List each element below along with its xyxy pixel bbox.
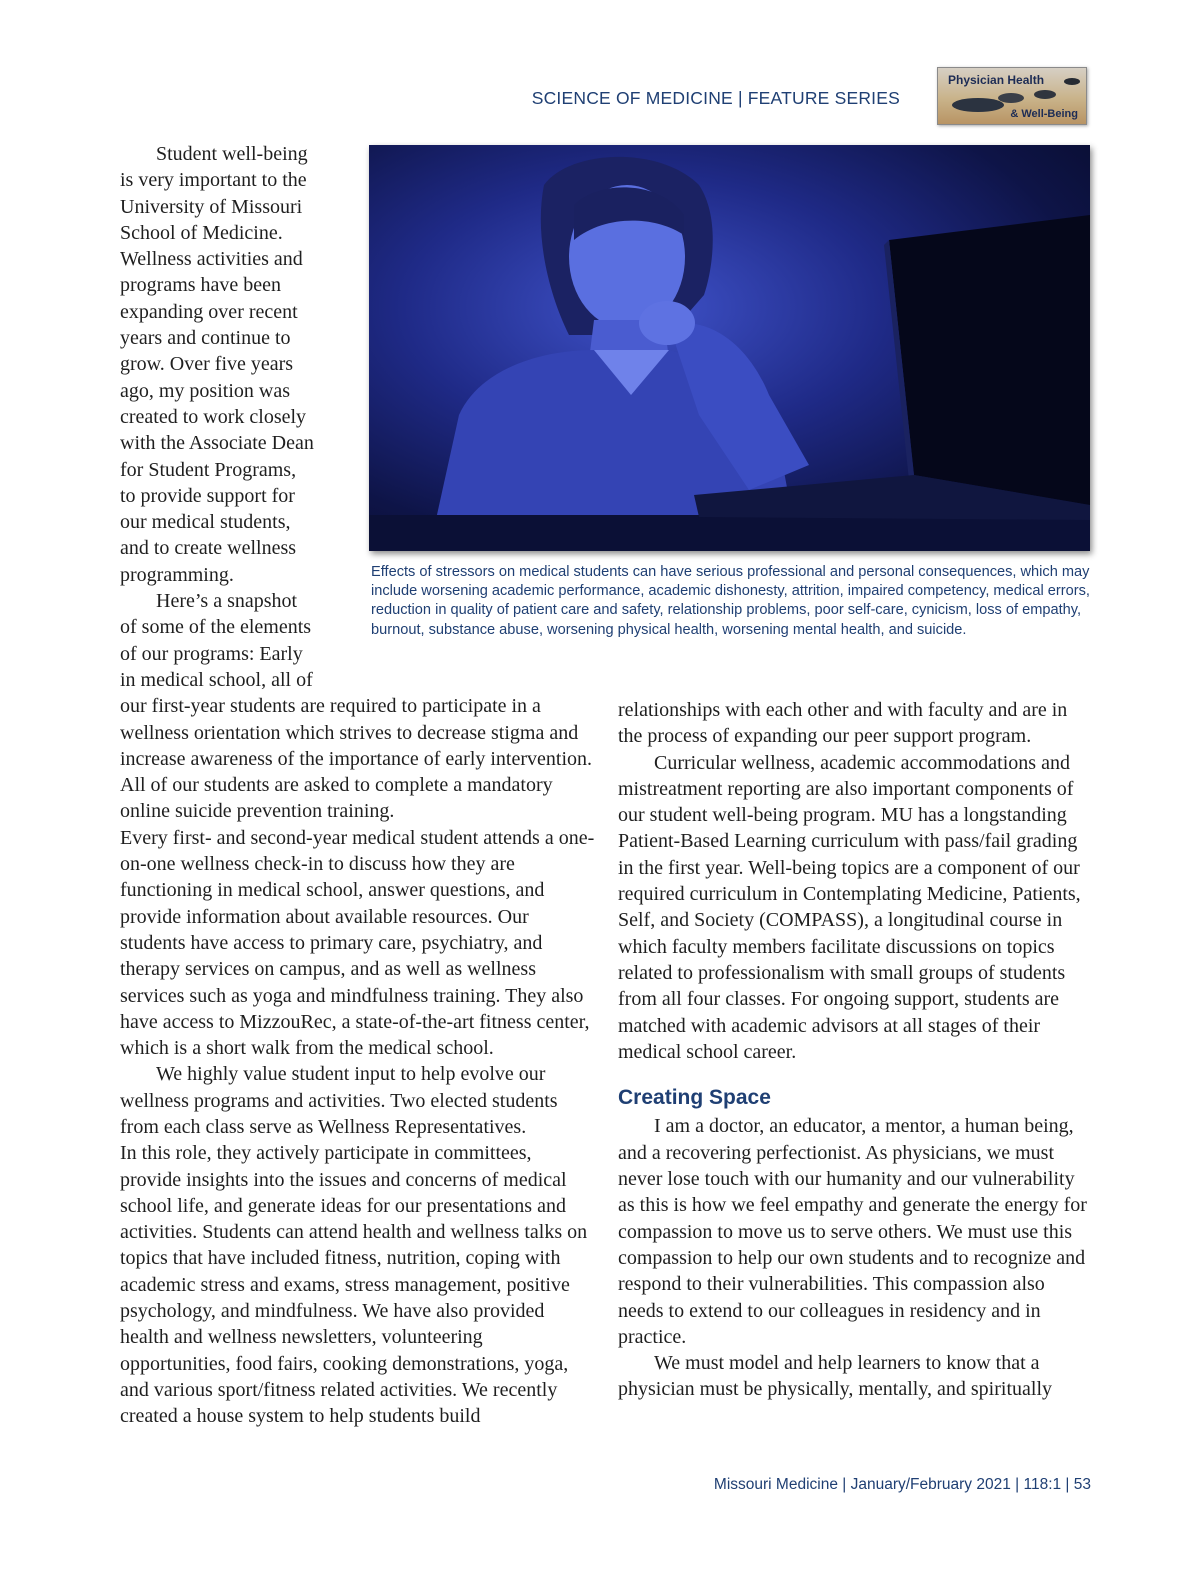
left-column	[120, 141, 595, 1430]
orientation-paragraph: our first-year students are required to participate in a wellness orientation which strives to decrease stigma and increase awareness of the importance of early intervention. All of our students are asked to complete a mandatory online suicide prevention training.	[120, 695, 593, 823]
stone-icon	[1034, 90, 1056, 99]
intro-line: ago, my position was	[120, 379, 290, 402]
intro-line: and to create wellness	[120, 537, 297, 560]
intro-line: grow. Over five years	[120, 353, 294, 376]
intro-line: programming.	[120, 563, 234, 586]
creating-space-paragraph: I am a doctor, an educator, a mentor, a human being, and a recovering perfectionist. As physicians, we must never lose touch with our humanity and our vulnerability as this is how we feel empathy and generate the energy for compassion to move us to serve others. We must use this compassion to help our own students and to recognize and respond to their vulnerabilities. This compassion also needs to extend to our colleagues in residency and in practice.	[618, 1115, 1087, 1348]
relationships-paragraph: relationships with each other and with faculty and are in the process of expanding our peer support program.	[618, 699, 1068, 748]
series-header: SCIENCE OF MEDICINE | FEATURE SERIES	[531, 88, 900, 108]
student-input-paragraph: We highly value student input to help evolve our wellness programs and activities. Two elected students from each class serve as Wellness Representatives.	[120, 1063, 558, 1138]
intro-line: created to work closely	[120, 405, 307, 428]
intro-line: School of Medicine.	[120, 221, 283, 244]
snapshot-line: Here’s a snapshot	[156, 590, 298, 613]
intro-line: is very important to the	[120, 169, 307, 192]
stone-icon	[1064, 78, 1080, 85]
intro-line: our medical students,	[120, 511, 291, 534]
model-paragraph: We must model and help learners to know that a physician must be physically, mentally, and spiritually	[618, 1352, 1052, 1401]
intro-line: for Student Programs,	[120, 458, 297, 481]
intro-line: programs have been	[120, 274, 282, 297]
intro-line: years and continue to	[120, 327, 291, 350]
representatives-paragraph: In this role, they actively participate in committees, provide insights into the issues and concerns of medical school life, and generate ideas for our presentations and activities. Students can attend health and wellness talks on topics that have included fitness, nutrition, coping with academic stress and exams, stress management, positive psychology, and mindfulness. We have also provided health and wellness newsletters, volunteering opportunities, food fairs, cooking demonstrations, yoga, and various sport/fitness related activities. We recently created a house system to help students build	[120, 1142, 588, 1428]
snapshot-line: of our programs: Early	[120, 642, 303, 665]
intro-narrow-block	[120, 141, 335, 693]
photo-caption: Effects of stressors on medical students can have serious professional and personal consequences, which may include worsening academic performance, academic dishonesty, attrition, impaired competency, medical errors, reduction in quality of patient care and safety, relationship problems, poor self-care, cynicism, loss of empathy, burnout, substance abuse, worsening physical health, worsening mental health, and suicide.	[371, 564, 1090, 638]
snapshot-line: in medical school, all of	[120, 668, 313, 691]
intro-line: to provide support for	[120, 484, 295, 507]
intro-line: expanding over recent	[120, 300, 298, 323]
snapshot-line: of some of the elements	[120, 616, 312, 639]
physician-health-badge	[937, 67, 1087, 125]
badge-title: Physician Health	[948, 73, 1045, 87]
page-footer: Missouri Medicine | January/February 2021 | 118:1 | 53	[713, 1476, 1091, 1493]
intro-line: Student well-being	[156, 143, 308, 165]
curricular-paragraph: Curricular wellness, academic accommodations and mistreatment reporting are also important components of our student well-being program. MU has a longstanding Patient-Based Learning curriculum with pass/fail grading in the first year. Well-being topics are a component of our required curriculum in Contemplating Medicine, Patients, Self, and Society (COMPASS), a longitudinal course in which faculty members facilitate discussions on topics related to professionalism with small groups of students from all four classes. For ongoing support, students are matched with academic advisors at all stages of their medical school career.	[618, 751, 1081, 1063]
checkin-paragraph: Every first- and second-year medical student attends a one-on-one wellness check-in to discuss how they are functioning in medical school, answer questions, and provide information about available resources. Our students have access to primary care, psychiatry, and therapy services on campus, and as well as wellness services such as yoga and mindfulness training. They also have access to MizzouRec, a state-of-the-art fitness center, which is a short walk from the medical school.	[120, 826, 595, 1060]
stone-icon	[998, 93, 1024, 103]
intro-line: University of Missouri	[120, 195, 303, 218]
stone-icon	[952, 98, 1004, 112]
badge-subtitle: & Well-Being	[1010, 108, 1078, 120]
intro-line: Wellness activities and	[120, 248, 303, 271]
right-column	[618, 697, 1093, 1403]
intro-line: with the Associate Dean	[120, 432, 314, 455]
section-heading: Creating Space	[618, 1086, 771, 1110]
